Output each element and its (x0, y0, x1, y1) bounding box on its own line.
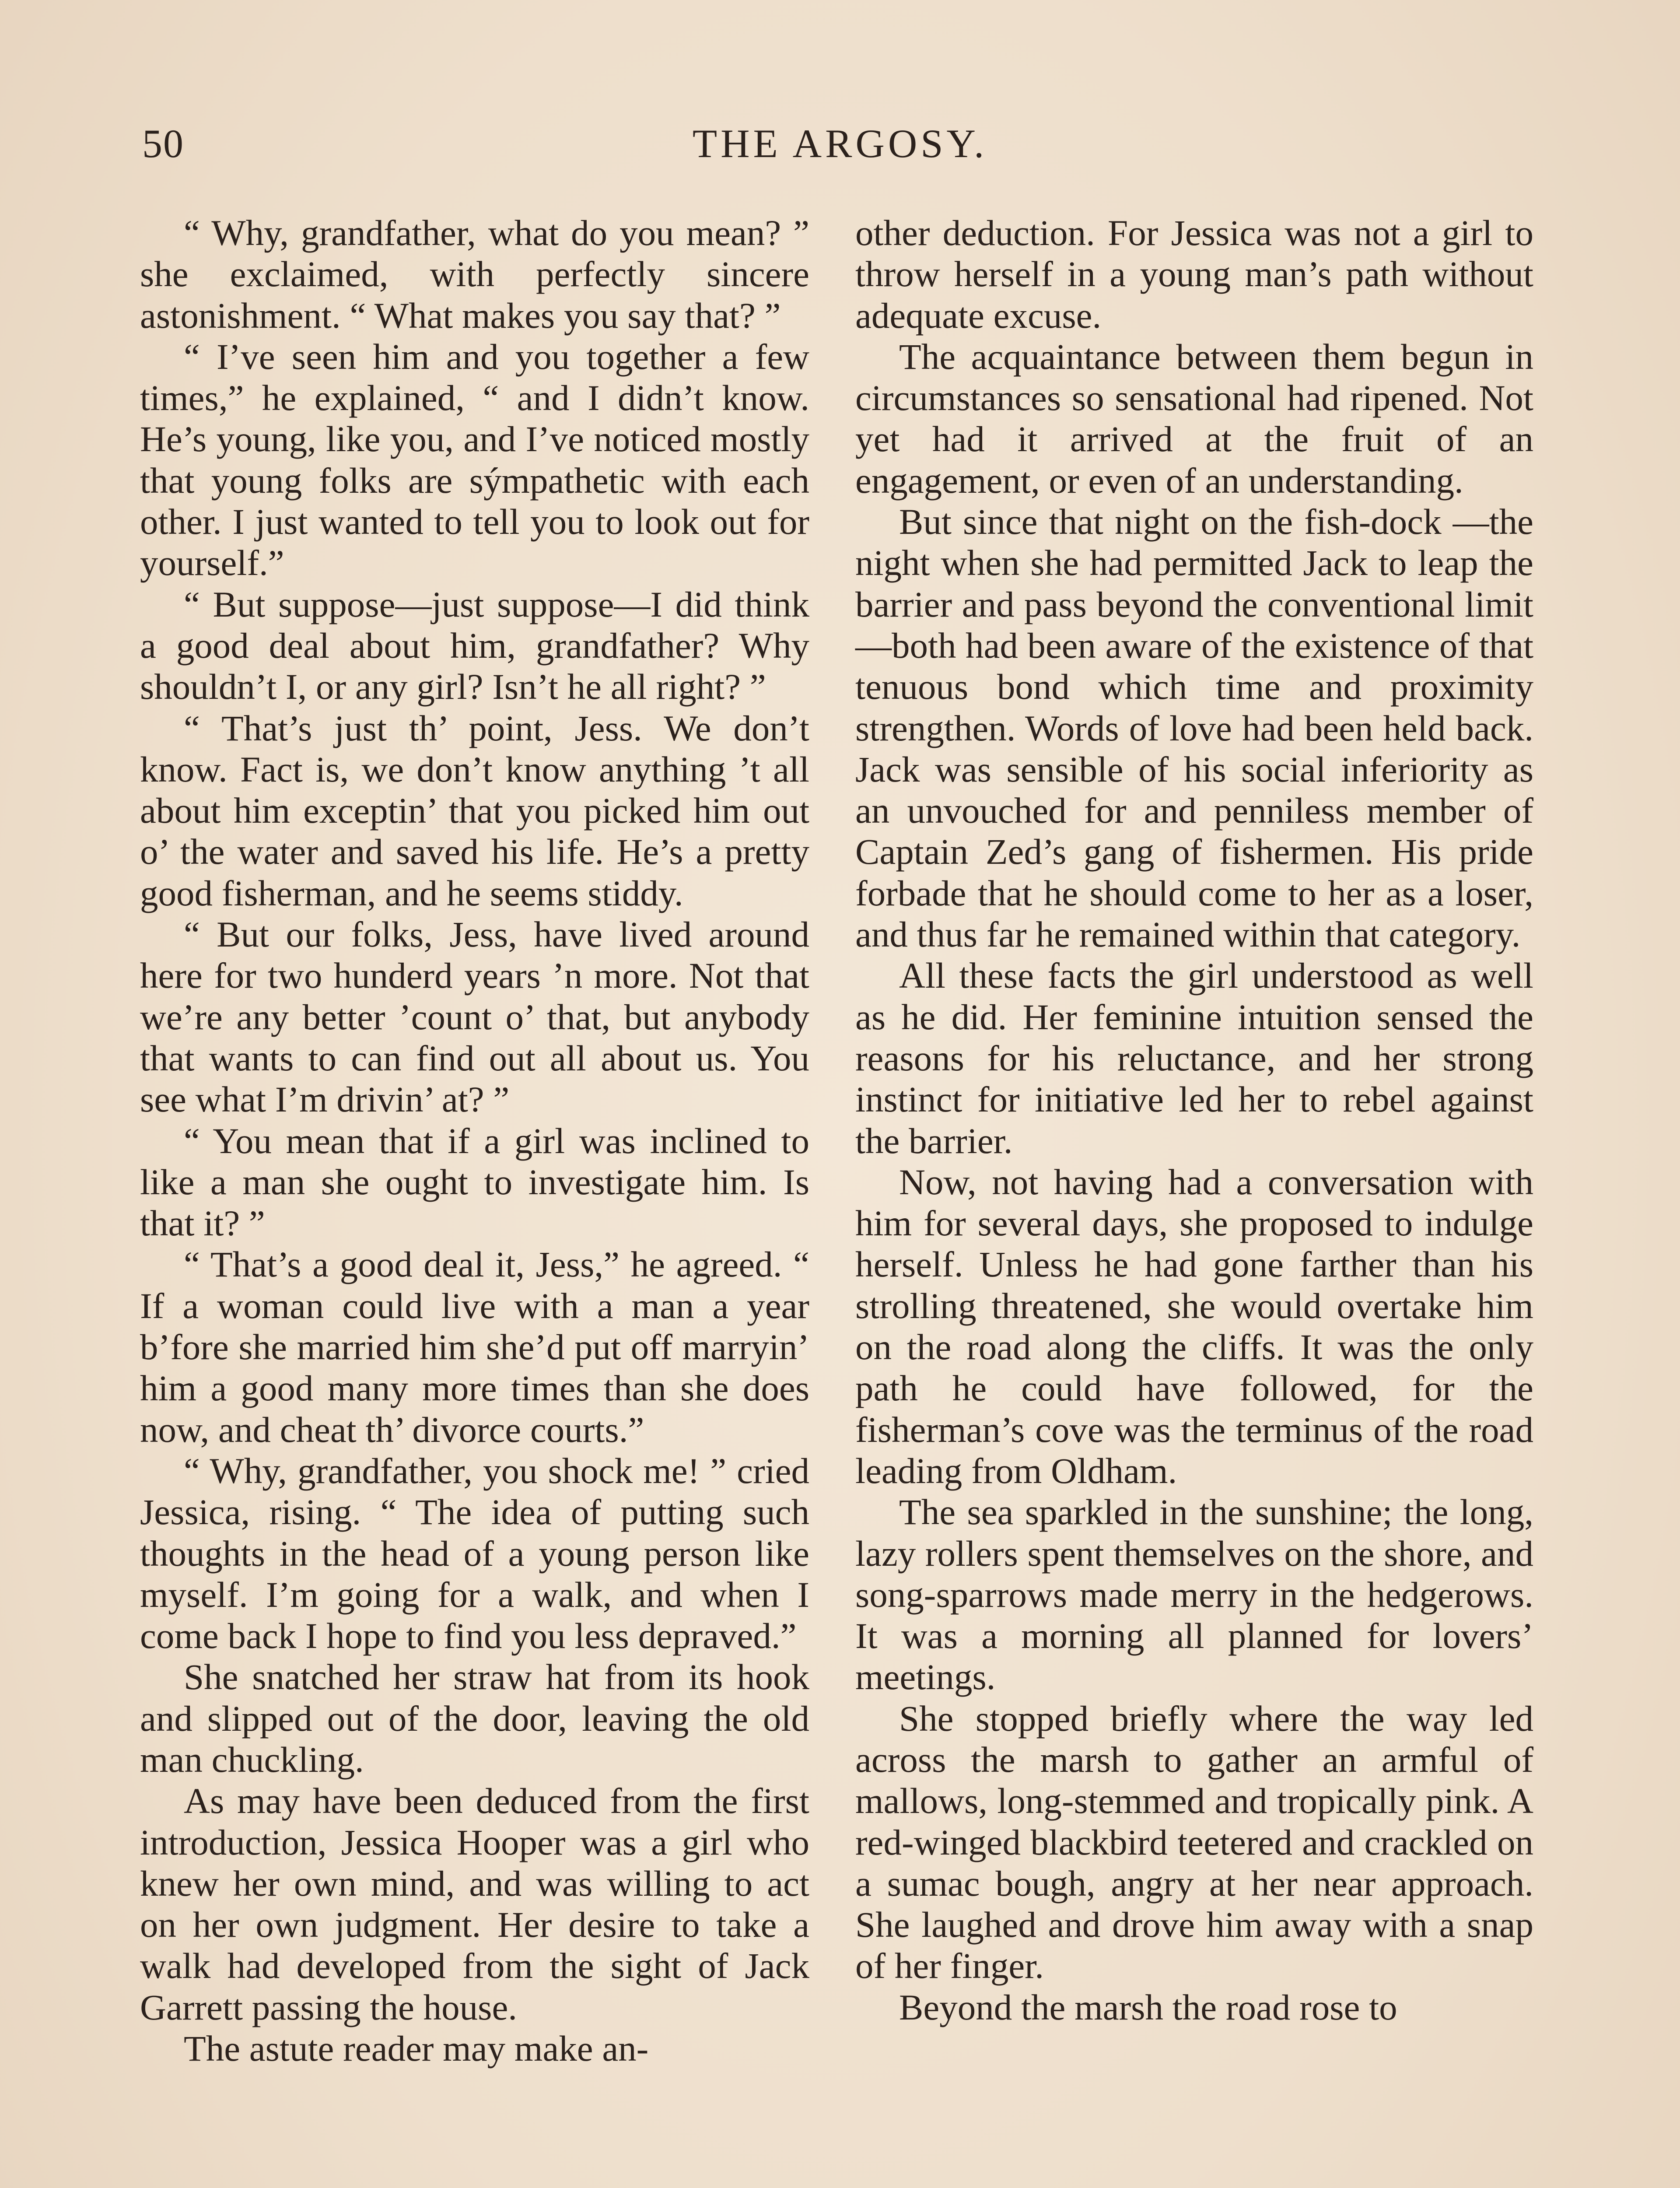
paragraph: “ That’s a good deal it, Jess,” he agreed. “ If a woman could live with a man a year b’fore she married him she’d put off marryin’ him a good many more times than she does now, and cheat th’ divorce courts.” (140, 1244, 809, 1450)
page-header (142, 120, 1538, 182)
paragraph: Now, not having had a conversation with him for several days, she proposed to indulge herself. Unless he had gone farther than his strolling threatened, she would overtake him on the road along the cliffs. It was the only path he could have followed, for the fisherman’s cove was the terminus of the road leading from Oldham. (855, 1161, 1533, 1491)
paragraph: As may have been deduced from the first introduction, Jessica Hooper was a girl who knew her own mind, and was willing to act on her own judgment. Her desire to take a walk had developed from the sight of Jack Garrett passing the house. (140, 1781, 809, 2027)
paragraph: “ But our folks, Jess, have lived around here for two hunderd years ’n more. Not that we’re any better ’count o’ that, but anybody that wants to can find out all about us. You see what I’m drivin’ at? ” (140, 914, 809, 1120)
left-column (140, 212, 809, 2069)
paragraph: The astute reader may make an- (184, 2028, 649, 2069)
paragraph: The acquaintance between them begun in circumstances so sensational had ripened. Not yet had it arrived at the fruit of an engagement, or even of an understanding. (855, 336, 1533, 501)
paragraph: “ But suppose—just suppose—I did think a good deal about him, grandfather? Why shouldn’t I, or any girl? Isn’t he all right? ” (140, 584, 809, 707)
continued-paragraph: other deduction. For Jessica was not a girl to throw herself in a young man’s path without adequate excuse. (855, 213, 1533, 336)
paragraph: She stopped briefly where the way led across the marsh to gather an armful of mallows, long-stemmed and tropically pink. A red-winged blackbird teetered and crackled on a sumac bough, angry at her near approach. She laughed and drove him away with a snap of her finger. (855, 1698, 1533, 1986)
paragraph: “ Why, grandfather, what do you mean? ” she exclaimed, with perfectly sincere astonishment. “ What makes you say that? ” (140, 213, 809, 336)
paragraph: “ Why, grandfather, you shock me! ” cried Jessica, rising. “ The idea of putting such thoughts in the head of a young person like myself. I’m going for a walk, and when I come back I hope to find you less depraved.” (140, 1450, 809, 1656)
paragraph: Beyond the marsh the road rose to (899, 1987, 1397, 2027)
paragraph: “ You mean that if a girl was inclined to like a man she ought to investigate him. Is that it? ” (140, 1120, 809, 1244)
paragraph: The sea sparkled in the sunshine; the long, lazy rollers spent themselves on the shore, and song-sparrows made merry in the hedgerows. It was a morning all planned for lovers’ meetings. (855, 1492, 1533, 1697)
right-column (855, 212, 1533, 2028)
page-number: 50 (142, 121, 184, 166)
paragraph: All these facts the girl understood as well as he did. Her feminine intuition sensed the reasons for his reluctance, and her strong instinct for initiative led her to rebel against the barrier. (855, 955, 1533, 1161)
paragraph: “ That’s just th’ point, Jess. We don’t know. Fact is, we don’t know anything ’t all about him exceptin’ that you picked him out o’ the water and saved his life. He’s a pretty good fisherman, and he seems stiddy. (140, 708, 809, 913)
running-title: THE ARGOSY. (692, 121, 988, 166)
paragraph: She snatched her straw hat from its hook and slipped out of the door, leaving the old man chuckling. (140, 1657, 809, 1780)
paragraph: “ I’ve seen him and you together a few times,” he explained, “ and I didn’t know. He’s young, like you, and I’ve noticed mostly that young folks are sýmpathetic with each other. I just wanted to tell you to look out for yourself.” (140, 336, 809, 583)
paragraph: But since that night on the fish-dock —the night when she had permitted Jack to leap the barrier and pass beyond the conventional limit—both had been aware of the existence of that tenuous bond which time and proximity strengthen. Words of love had been held back. Jack was sensible of his social inferiority as an unvouched for and penniless member of Captain Zed’s gang of fishermen. His pride forbade that he should come to her as a loser, and thus far he remained within that category. (855, 501, 1533, 955)
